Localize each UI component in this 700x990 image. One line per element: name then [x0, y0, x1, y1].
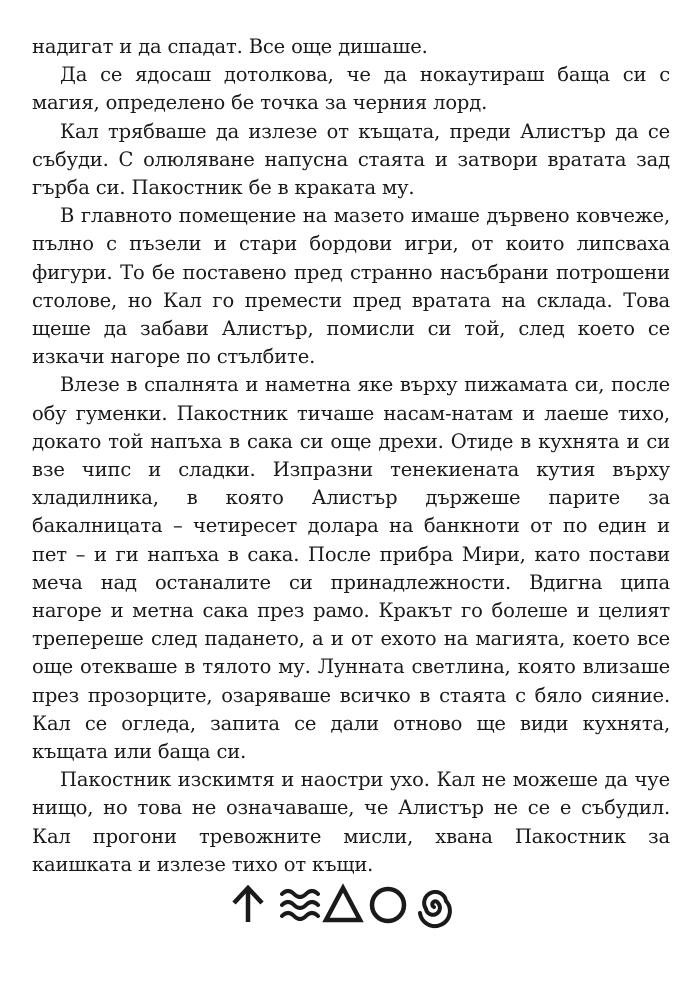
paragraph-5: Влезе в спалнята и наметна яке върху пижамата си, после обу гуменки. Пакостник тичаше насам-натам и лаеше тихо, докато той напъха в сака си още дрехи. Отиде в кухнята и си взе чипс и сладки. Изпразни тенекиената кутия върху хладилника, в която Алистър държеше парите за бакалницата – четиресет долара на банкноти от по един и пет – и ги напъха в сака. После прибра Мири, като постави меча над останалите си принадлежности. Вдигна ципа нагоре и метна сака през рамо. Кракът го болеше и целият трепереше след падането, а и от ехото на магията, което все още отекваше в тялото му. Лунната светлина, която влизаше през прозорците, озаряваше всичко в стаята с бяло сияние. Кал се огледа, запита се дали отново ще види кухнята, къщата или баща си. [32, 373, 670, 764]
body-text [32, 33, 670, 879]
spiral-icon [420, 892, 450, 926]
arrow-up-icon [234, 888, 262, 922]
wavy-lines-icon [282, 891, 318, 919]
paragraph-2: Да се ядосаш дотолкова, че да нокаутираш баща си с магия, определено бе точка за черния лорд. [32, 63, 670, 115]
chapter-ornament [230, 876, 470, 936]
paragraph-1: надигат и да спадат. Все още дишаше. [32, 35, 428, 58]
triangle-icon [326, 888, 360, 920]
paragraph-3: Кал трябваше да излезе от къщата, преди Алистър да се събуди. С олюляване напусна стаята и затвори вратата зад гърба си. Пакостник бе в краката му. [32, 119, 670, 200]
circle-icon [372, 889, 404, 921]
paragraph-6: Пакостник изскимтя и наостри ухо. Кал не можеше да чуе нищо, но това не означаваше, че Алистър не се е събудил. Кал прогони тревожните мисли, хвана Пакостник за каишката и излезе тихо от къщи. [32, 768, 670, 876]
paragraph-4: В главното помещение на мазето имаше дървено ковчеже, пълно с пъзели и стари бордови игри, от които липсваха фигури. То бе поставено пред странно насъбрани потрошени столове, но Кал го премести пред вратата на склада. Това щеше да забави Алистър, помисли си той, след което се изкачи нагоре по стълбите. [32, 204, 670, 369]
